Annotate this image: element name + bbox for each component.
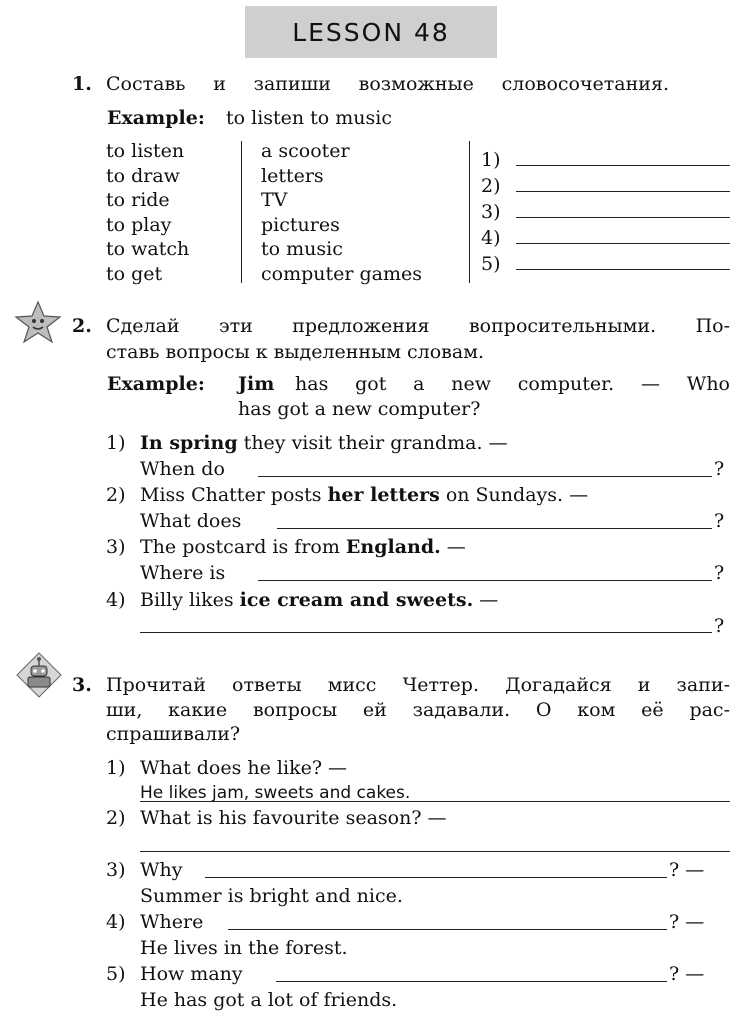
question-prompt: Why [140,859,183,881]
answer-line[interactable] [277,528,712,529]
exercise-2-example-rest: has got a new computer. — Who [295,373,730,395]
answer-line[interactable] [516,243,730,244]
exercise-2-item-number: 4) [106,589,126,611]
question-mark: ? [714,458,725,480]
exercise-2-example-line2: has got a new computer? [238,398,481,420]
answer-line[interactable] [140,632,712,633]
exercise-2-instruction-line1: Сделай эти предложения вопросительными. По- [106,315,730,337]
object-column [261,139,422,287]
answer-text: He has got a lot of friends. [140,989,398,1011]
answer-line[interactable] [258,580,712,581]
exercise-3-item-number: 5) [106,963,126,985]
question-prompt: What does [140,510,242,532]
object-item: letters [261,164,324,187]
exercise-3-number: 3. [72,674,92,696]
verb-item: to ride [106,189,170,212]
question-prompt: Where is [140,562,226,584]
exercise-3-item-number: 1) [106,757,126,779]
answer-text: He lives in the forest. [140,937,348,959]
highlighted-words: her letters [327,484,440,506]
question-mark: ? [714,562,725,584]
column-divider [241,141,242,283]
answer-line[interactable] [516,165,730,166]
robot-character-icon [14,650,64,700]
answer-number: 4) [481,227,501,249]
question-prompt: How many [140,963,243,985]
answer-line[interactable] [516,191,730,192]
question-text: What does he like? — [140,757,348,779]
question-mark: ? [714,510,725,532]
exercise-3-instruction-line2: ши, какие вопросы ей задавали. О ком её рас- [106,699,730,721]
question-mark-dash: ? — [669,963,705,985]
object-item: a scooter [261,140,350,162]
sentence-text: on Sundays. — [439,484,589,506]
exercise-2-item-number: 2) [106,484,126,506]
answer-line[interactable] [205,877,667,878]
exercise-3-instruction-line3: спрашивали? [106,723,241,745]
exercise-1-example-text: to listen to music [226,107,393,129]
verb-column [106,139,189,287]
exercise-3-item-number: 4) [106,911,126,933]
highlighted-words: England. [345,536,441,558]
question-prompt: When do [140,458,225,480]
object-item: TV [261,189,288,212]
object-item: to music [261,238,343,261]
exercise-2-item-sentence [140,588,498,612]
question-mark-dash: ? — [669,911,705,933]
answer-line[interactable] [516,217,730,218]
column-divider [469,141,470,283]
exercise-2-item-number: 3) [106,536,126,558]
exercise-2-example-bold: Jim [238,373,275,395]
answer-line[interactable] [516,269,730,270]
sentence-text: — [440,536,466,558]
answer-number: 2) [481,175,501,197]
exercise-2-item-sentence [140,431,508,455]
verb-item: to play [106,213,172,236]
exercise-2-item-sentence [140,535,466,559]
answer-line[interactable] [276,981,667,982]
answer-number: 3) [481,201,501,223]
highlighted-words: ice cream and sweets. [239,589,474,611]
exercise-1-instruction: Составь и запиши возможные словосочетания. [106,73,669,95]
highlighted-words: In spring [140,432,238,454]
star-character-icon [12,300,64,344]
answer-text: Summer is bright and nice. [140,885,403,907]
answer-line[interactable] [140,851,730,852]
question-text: What is his favourite season? — [140,807,447,829]
sentence-text: Billy likes [140,589,240,611]
exercise-2-item-sentence [140,483,588,507]
exercise-3-item-number: 2) [106,807,126,829]
answer-line[interactable] [228,929,667,930]
handwritten-answer: He likes jam, sweets and cakes. [140,783,411,803]
exercise-2-number: 2. [72,315,92,337]
question-prompt: Where [140,911,204,933]
object-item: pictures [261,213,340,236]
lesson-title: LESSON 48 [245,6,497,58]
exercise-3-instruction-line1: Прочитай ответы мисс Четтер. Догадайся и запи- [106,674,730,696]
sentence-text: — [473,589,499,611]
sentence-text: The postcard is from [140,536,346,558]
answer-line[interactable] [258,476,712,477]
exercise-2-instruction-line2: ставь вопросы к выделенным словам. [106,341,485,363]
verb-item: to watch [106,238,190,261]
answer-line[interactable] [140,801,730,802]
answer-number: 1) [481,149,501,171]
object-item: computer games [261,262,422,285]
verb-item: to listen [106,140,185,162]
question-mark-dash: ? — [669,859,705,881]
answer-number: 5) [481,253,501,275]
sentence-text: they visit their grandma. — [237,432,508,454]
exercise-1-number: 1. [72,73,92,95]
verb-item: to draw [106,164,180,187]
exercise-2-item-number: 1) [106,432,126,454]
exercise-3-item-number: 3) [106,859,126,881]
sentence-text: Miss Chatter posts [140,484,328,506]
exercise-2-example-label: Example: [107,373,205,395]
question-mark: ? [714,615,725,637]
exercise-1-example-label: Example: [107,107,205,129]
verb-item: to get [106,262,163,285]
